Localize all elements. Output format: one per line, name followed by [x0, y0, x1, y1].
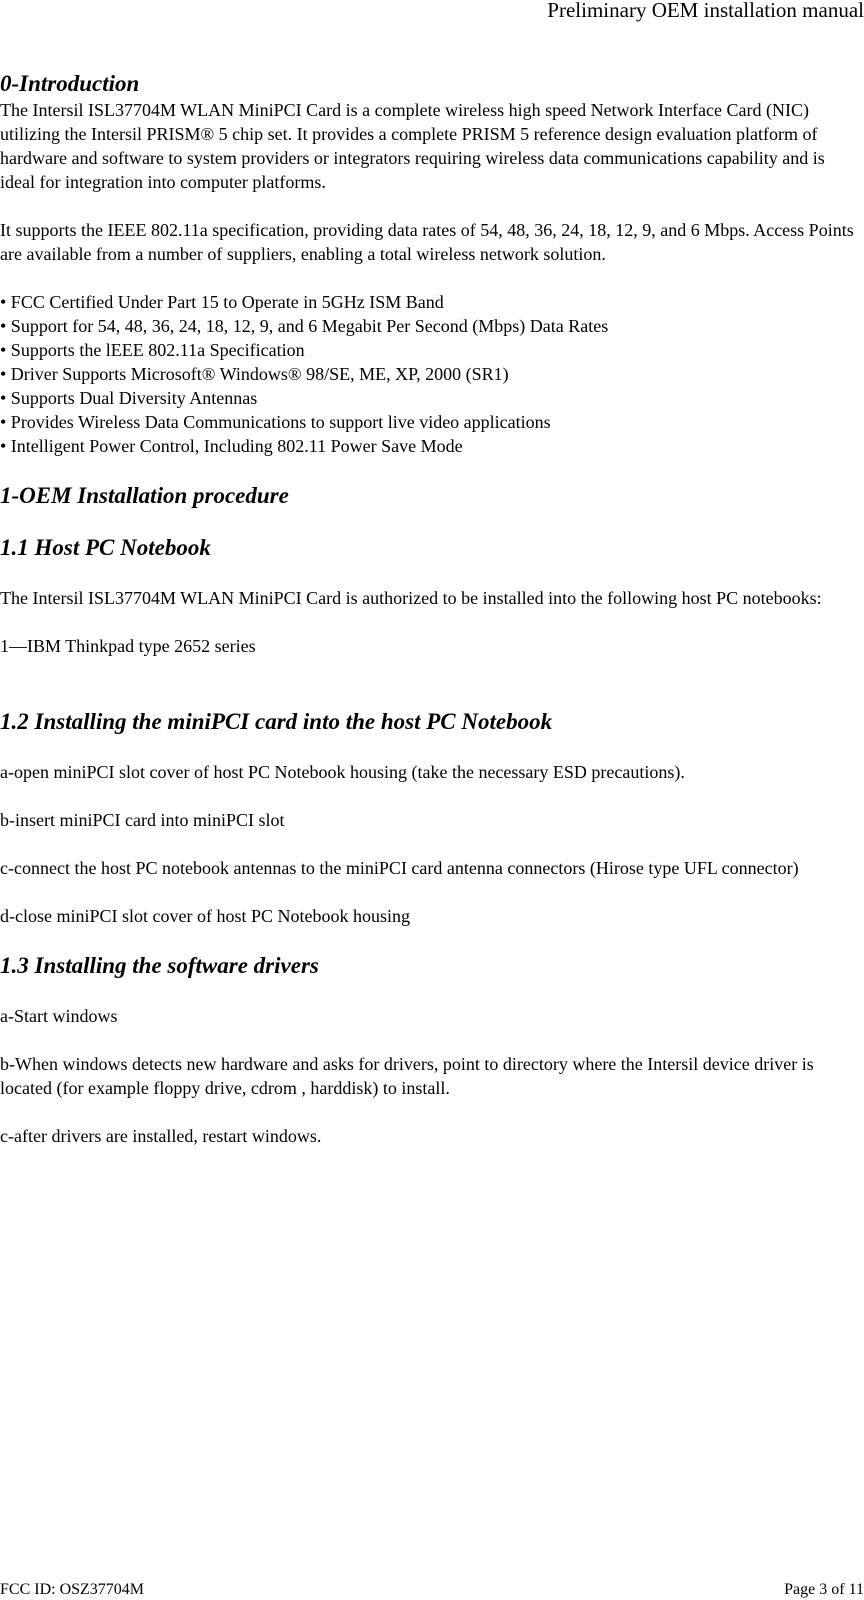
feature-item: • Intelligent Power Control, Including 802.11 Power Save Mode — [0, 436, 463, 456]
feature-item: • Support for 54, 48, 36, 24, 18, 12, 9, and 6 Megabit Per Second (Mbps) Data Rates — [0, 316, 609, 336]
feature-item: • Supports Dual Diversity Antennas — [0, 388, 258, 408]
section-1-1-heading: 1.1 Host PC Notebook — [0, 535, 211, 560]
feature-item: • FCC Certified Under Part 15 to Operate in 5GHz ISM Band — [0, 292, 444, 312]
feature-item: • Supports the lEEE 802.11a Specification — [0, 340, 305, 360]
page-header-title: Preliminary OEM installation manual — [547, 0, 864, 22]
feature-item: • Provides Wireless Data Communications to support live video applications — [0, 412, 551, 432]
install-step: d-close miniPCI slot cover of host PC Notebook housing — [0, 906, 410, 926]
intro-paragraph-1: The Intersil ISL37704M WLAN MiniPCI Card is a complete wireless high speed Network Interface Card (NIC) utilizing the Intersil PRISM® 5 chip set. It provides a complete PRISM 5 reference design evaluation platform of hardware and software to system providers or integrators requiring wireless data communications capability and is ideal for integration into computer platforms. — [0, 100, 825, 192]
driver-step: b-When windows detects new hardware and asks for drivers, point to directory where the Intersil device driver is located (for example floppy drive, cdrom , harddisk) to install. — [0, 1054, 814, 1098]
install-step: c-connect the host PC notebook antennas to the miniPCI card antenna connectors (Hirose type UFL connector) — [0, 858, 799, 878]
intro-heading: 0-Introduction — [0, 71, 140, 96]
feature-list — [0, 290, 864, 458]
driver-step: a-Start windows — [0, 1006, 118, 1026]
section-1-2-heading: 1.2 Installing the miniPCI card into the host PC Notebook — [0, 709, 553, 734]
driver-step: c-after drivers are installed, restart windows. — [0, 1126, 322, 1146]
host-notebook-item: 1—IBM Thinkpad type 2652 series — [0, 636, 256, 656]
feature-item: • Driver Supports Microsoft® Windows® 98/SE, ME, XP, 2000 (SR1) — [0, 364, 509, 384]
fcc-id: FCC ID: OSZ37704M — [0, 1581, 145, 1598]
section-1-1-paragraph: The Intersil ISL37704M WLAN MiniPCI Card is authorized to be installed into the following host PC notebooks: — [0, 588, 822, 608]
document-body — [0, 70, 864, 1148]
install-step: a-open miniPCI slot cover of host PC Notebook housing (take the necessary ESD precautions). — [0, 762, 685, 782]
section-1-heading: 1-OEM Installation procedure — [0, 483, 289, 508]
install-step: b-insert miniPCI card into miniPCI slot — [0, 810, 285, 830]
intro-paragraph-2: It supports the IEEE 802.11a specification, providing data rates of 54, 48, 36, 24, 18, 12, 9, and 6 Mbps. Access Points are available from a number of suppliers, enabling a total wireless network solution. — [0, 220, 854, 264]
section-1-3-heading: 1.3 Installing the software drivers — [0, 953, 319, 978]
page-number: Page 3 of 11 — [784, 1581, 864, 1598]
